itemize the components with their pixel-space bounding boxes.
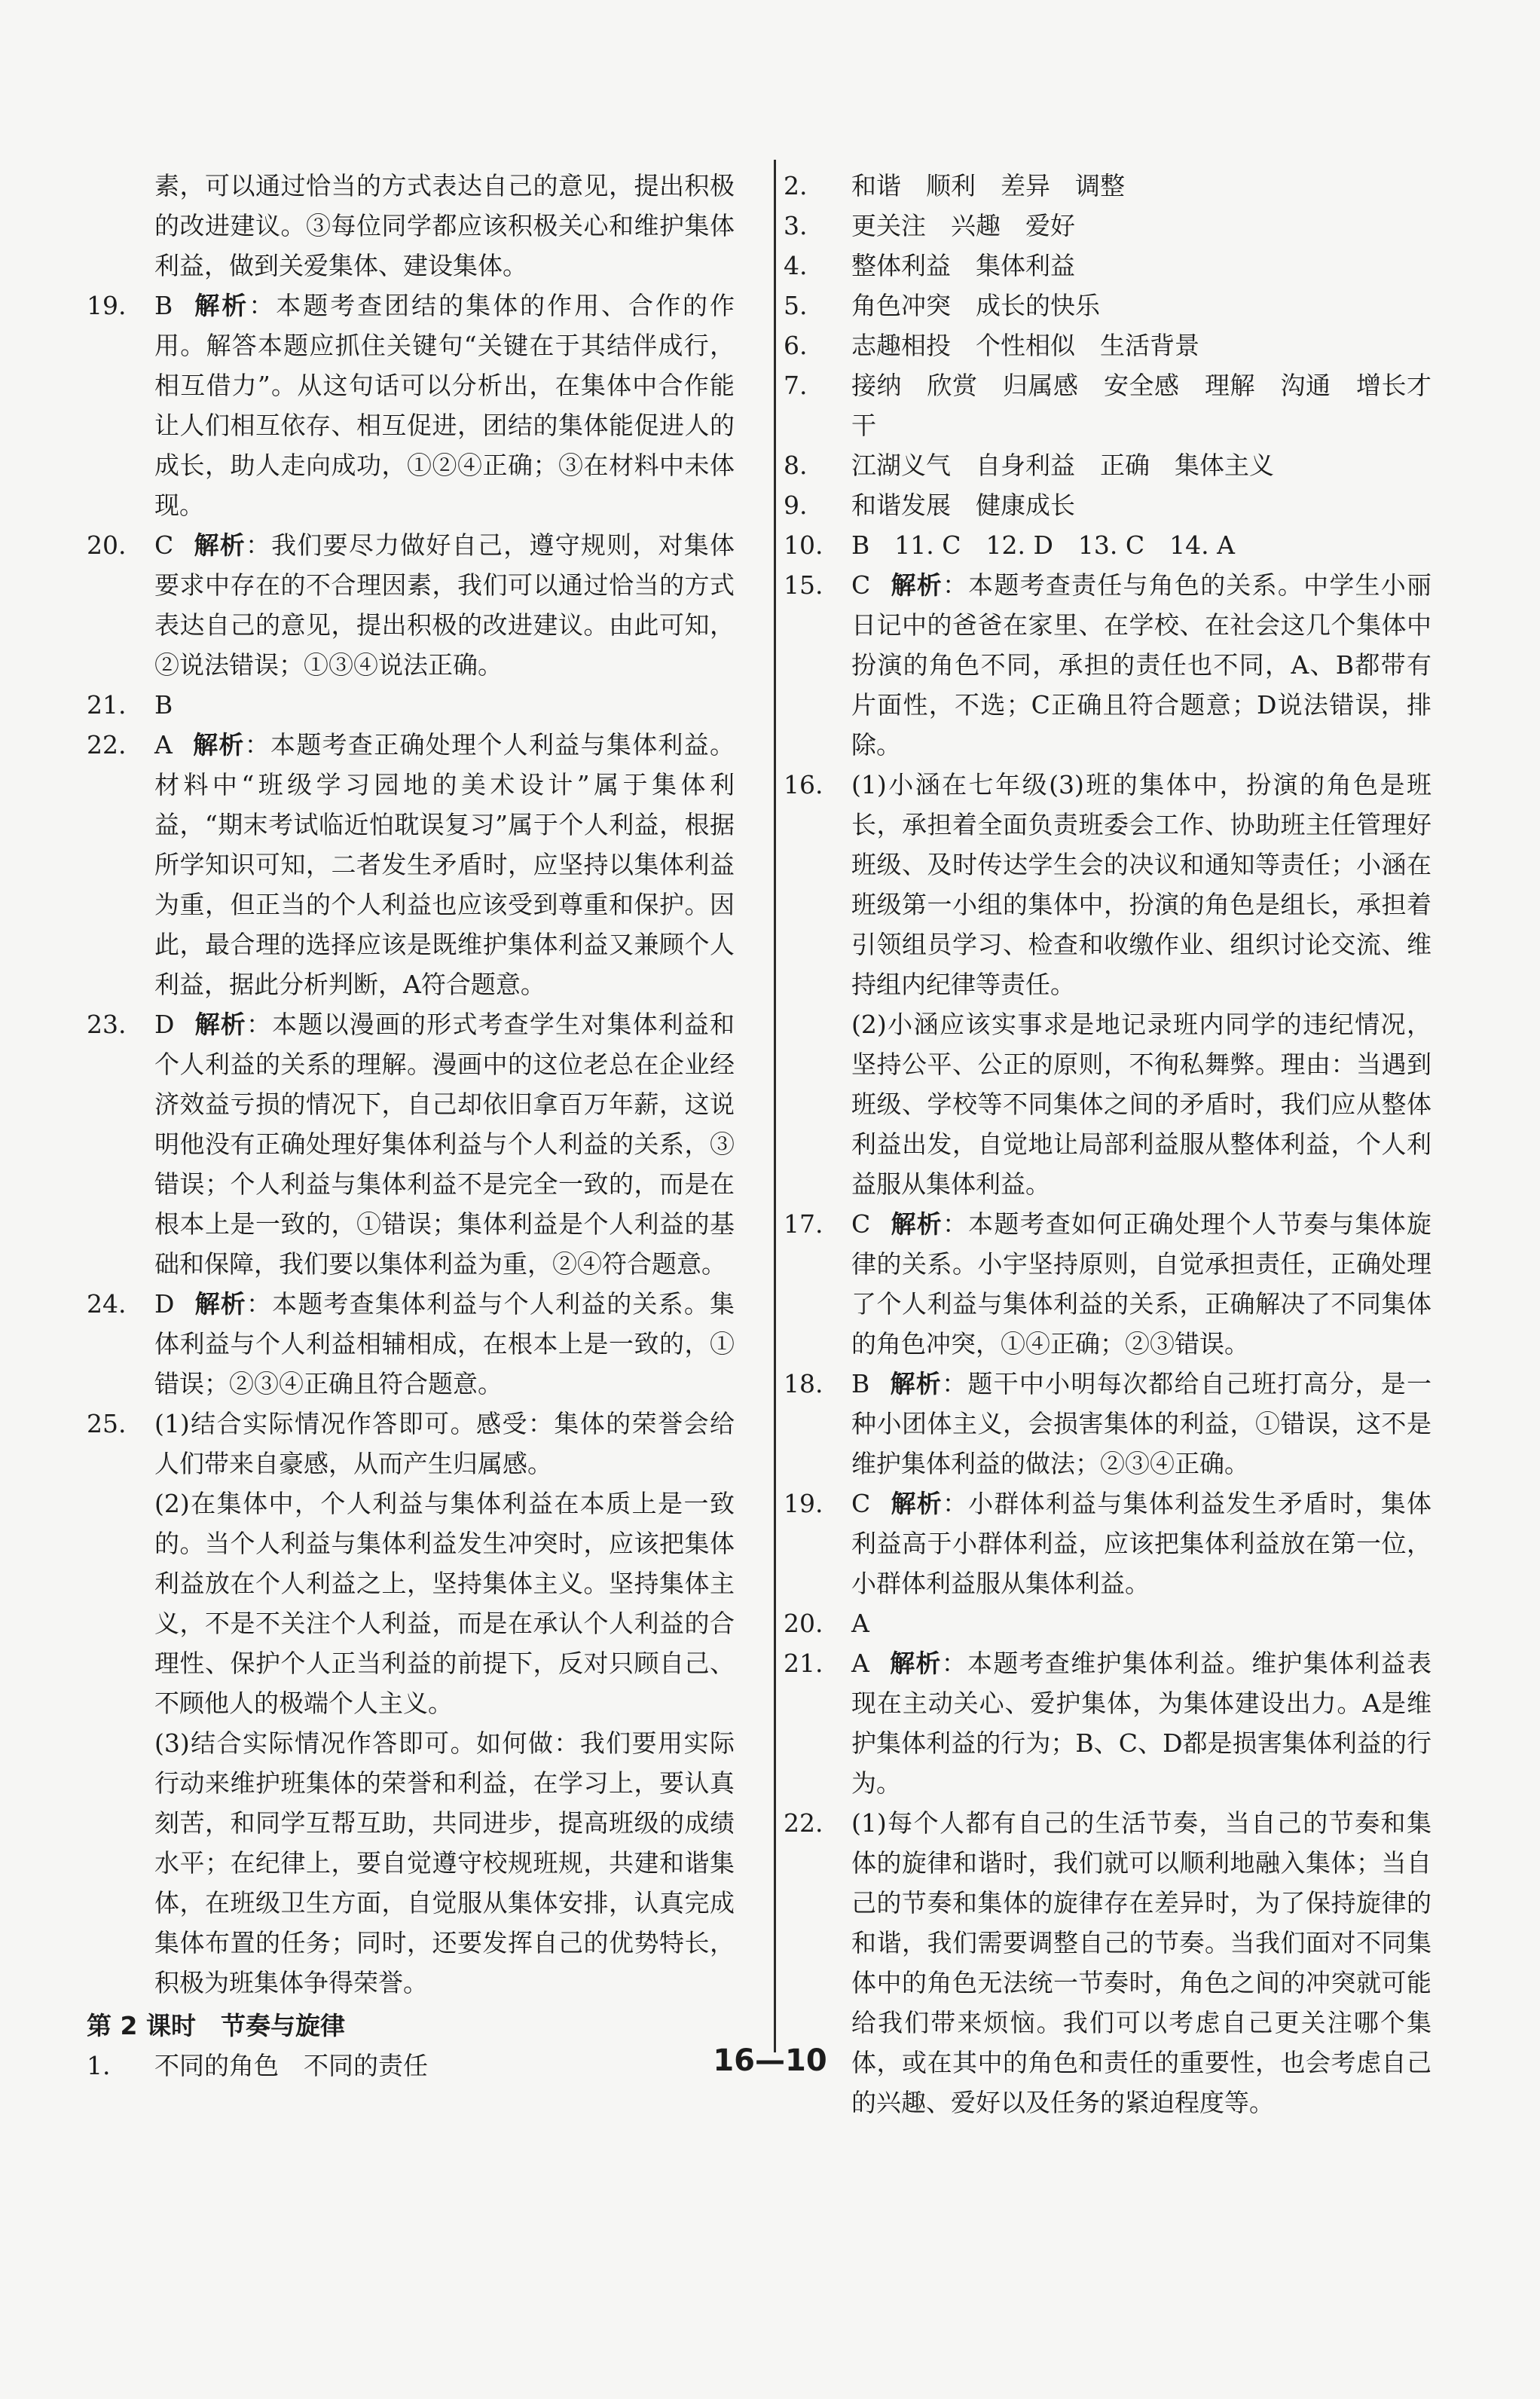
item-number: 17. bbox=[784, 1209, 823, 1239]
item-number: 20. bbox=[784, 1609, 823, 1638]
answer-item bbox=[87, 1004, 735, 1284]
analysis-text: 接纳 欣赏 归属感 安全感 理解 沟通 增长才干 bbox=[851, 371, 1432, 440]
analysis-text: ：本题考查责任与角色的关系。中学生小丽日记中的爸爸在家里、在学校、在社会这几个集体中扮演的角色不同，承担的责任也不同，A、B都带有片面性，不选；C正确且符合题意；D说法错误，排除。 bbox=[851, 570, 1432, 759]
answer-item bbox=[784, 1484, 1432, 1603]
item-body bbox=[851, 325, 1432, 365]
item-body bbox=[851, 1643, 1432, 1803]
item-body bbox=[851, 1364, 1432, 1484]
answer-item bbox=[87, 525, 735, 685]
analysis-text: ：题干中小明每次都给自己班打高分，是一种小团体主义，会损害集体的利益，①错误，这不是维护集体利益的做法；②③④正确。 bbox=[851, 1369, 1432, 1478]
item-number: 5. bbox=[784, 291, 808, 320]
answer-item bbox=[87, 1404, 735, 2003]
item-body bbox=[851, 1484, 1432, 1603]
item-body bbox=[851, 445, 1432, 485]
answer-item bbox=[784, 325, 1432, 365]
answer-item bbox=[784, 525, 1432, 565]
answer-letter: B bbox=[154, 291, 173, 320]
item-body bbox=[154, 1004, 735, 1284]
left-column bbox=[87, 166, 735, 2086]
right-answer-list bbox=[784, 565, 1432, 2122]
item-body bbox=[851, 565, 1432, 765]
item-number: 20. bbox=[87, 530, 127, 560]
analysis-text: 和谐 顺利 差异 调整 bbox=[851, 171, 1125, 200]
answer-item bbox=[784, 1603, 1432, 1643]
answer-item bbox=[784, 765, 1432, 1204]
item-body bbox=[851, 246, 1432, 286]
analysis-text: 角色冲突 成长的快乐 bbox=[851, 291, 1100, 320]
answer-item bbox=[784, 565, 1432, 765]
item-number: 1. bbox=[87, 2051, 111, 2080]
item-text: 不同的角色 不同的责任 bbox=[154, 2051, 428, 2080]
item-body bbox=[154, 725, 735, 1004]
item-body bbox=[851, 485, 1432, 525]
answer-letter: C bbox=[851, 1489, 871, 1518]
analysis-keyword: 解析 bbox=[191, 730, 245, 759]
item-body bbox=[851, 765, 1432, 1004]
item-number: 21. bbox=[87, 690, 127, 720]
answer-item bbox=[784, 1643, 1432, 1803]
analysis-keyword: 解析 bbox=[193, 530, 246, 560]
analysis-keyword: 解析 bbox=[194, 1010, 246, 1039]
answer-item bbox=[87, 286, 735, 525]
analysis-text: ：本题以漫画的形式考查学生对集体利益和个人利益的关系的理解。漫画中的这位老总在企业经济效益亏损的情况下，自己却依旧拿百万年薪，这说明他没有正确处理好集体利益与个人利益的关系，③错误；个人利益与集体利益不是完全一致的，而是在根本上是一致的，①错误；集体利益是个人利益的基础和保障，我们要以集体利益为重，②④符合题意。 bbox=[154, 1010, 735, 1279]
answer-letter: A bbox=[851, 1649, 869, 1678]
item-body bbox=[154, 525, 735, 685]
fill-in-answer-list bbox=[784, 166, 1432, 565]
analysis-keyword: 解析 bbox=[889, 1369, 943, 1398]
analysis-text: ：本题考查如何正确处理个人节奏与集体旋律的关系。小宇坚持原则，自觉承担责任，正确处理了个人利益与集体利益的关系，正确解决了不同集体的角色冲突，①④正确；②③错误。 bbox=[851, 1209, 1432, 1358]
answer-item bbox=[784, 206, 1432, 246]
analysis-text: 更关注 兴趣 爱好 bbox=[851, 211, 1075, 240]
item-number: 23. bbox=[87, 1010, 127, 1039]
analysis-keyword: 解析 bbox=[890, 570, 943, 600]
item-number: 22. bbox=[784, 1808, 823, 1838]
item-number: 19. bbox=[87, 291, 127, 320]
section-title: 第 2 课时 节奏与旋律 bbox=[87, 2011, 345, 2040]
item-number: 6. bbox=[784, 331, 808, 360]
analysis-text: ：小群体利益与集体利益发生矛盾时，集体利益高于小群体利益，应该把集体利益放在第一位，小群体利益服从集体利益。 bbox=[851, 1489, 1432, 1598]
analysis-keyword: 解析 bbox=[192, 291, 249, 320]
answer-letter: C bbox=[154, 530, 174, 560]
item-number: 18. bbox=[784, 1369, 823, 1398]
item-body bbox=[154, 1284, 735, 1404]
item-number: 25. bbox=[87, 1409, 127, 1438]
sub-answer: (3)结合实际情况作答即可。如何做：我们要用实际行动来维护班集体的荣誉和利益，在学习上，要认真刻苦，和同学互帮互助，共同进步，提高班级的成绩水平；在纪律上，要自觉遵守校规班规，共建和谐集体，在班级卫生方面，自觉服从集体安排，认真完成集体布置的任务；同时，还要发挥自己的优势特长，积极为班集体争得荣誉。 bbox=[154, 1728, 735, 1997]
answer-item bbox=[87, 725, 735, 1004]
item-number: 3. bbox=[784, 211, 808, 240]
analysis-text: ：我们要尽力做好自己，遵守规则，对集体要求中存在的不合理因素，我们可以通过恰当的方式表达自己的意见，提出积极的改进建议。由此可知，②说法错误；①③④说法正确。 bbox=[154, 530, 735, 680]
answer-letter: C bbox=[851, 1209, 871, 1239]
analysis-text: 整体利益 集体利益 bbox=[851, 251, 1075, 280]
item-number: 7. bbox=[784, 371, 808, 400]
answer-letter: D bbox=[154, 1010, 175, 1039]
item-number: 9. bbox=[784, 490, 808, 520]
answer-item bbox=[784, 1364, 1432, 1484]
item-body bbox=[851, 525, 1432, 565]
answer-item bbox=[784, 1204, 1432, 1364]
answer-item bbox=[784, 166, 1432, 206]
analysis-text: (1)小涵在七年级(3)班的集体中，扮演的角色是班长，承担着全面负责班委会工作、协助班主任管理好班级、及时传达学生会的决议和通知等责任；小涵在班级第一小组的集体中，扮演的角色是组长，承担着引领组员学习、检查和收缴作业、组织讨论交流、维持组内纪律等责任。 bbox=[851, 770, 1432, 999]
answer-item bbox=[784, 445, 1432, 485]
analysis-text: (1)每个人都有自己的生活节奏，当自己的节奏和集体的旋律和谐时，我们就可以顺利地融入集体；当自己的节奏和集体的旋律存在差异时，为了保持旋律的和谐，我们需要调整自己的节奏。当我们面对不同集体中的角色无法统一节奏时，角色之间的冲突就可能给我们带来烦恼。我们可以考虑自己更关注哪个集体，或在其中的角色和责任的重要性，也会考虑自己的兴趣、爱好以及任务的紧迫程度等。 bbox=[851, 1808, 1432, 2117]
item-body bbox=[851, 206, 1432, 246]
column-divider bbox=[774, 160, 776, 2052]
analysis-text: ：本题考查团结的集体的作用、合作的作用。解答本题应抓住关键句“关键在于其结伴成行，相互借力”。从这句话可以分析出，在集体中合作能让人们相互依存、相互促进，团结的集体能促进人的成长，助人走向成功，①②④正确；③在材料中未体现。 bbox=[154, 291, 735, 520]
continuation-paragraph: 素，可以通过恰当的方式表达自己的意见，提出积极的改进建议。③每位同学都应该积极关心和维护集体利益，做到关爱集体、建设集体。 bbox=[154, 171, 735, 280]
item-body bbox=[851, 365, 1432, 445]
item-number: 10. bbox=[784, 530, 823, 560]
analysis-text: ：本题考查集体利益与个人利益的关系。集体利益与个人利益相辅相成，在根本上是一致的，①错误；②③④正确且符合题意。 bbox=[154, 1289, 735, 1398]
analysis-keyword: 解析 bbox=[194, 1289, 246, 1319]
analysis-text: 志趣相投 个性相似 生活背景 bbox=[851, 331, 1199, 360]
item-number: 24. bbox=[87, 1289, 127, 1319]
item-number: 8. bbox=[784, 451, 808, 480]
right-column bbox=[784, 166, 1432, 2122]
item-number: 16. bbox=[784, 770, 823, 799]
item-number: 22. bbox=[87, 730, 127, 759]
analysis-keyword: 解析 bbox=[890, 1489, 943, 1518]
answer-letter: B bbox=[154, 690, 173, 720]
item-body bbox=[154, 685, 735, 725]
item-body bbox=[851, 1204, 1432, 1364]
item-number: 2. bbox=[784, 171, 808, 200]
answer-item bbox=[784, 485, 1432, 525]
item-number: 21. bbox=[784, 1649, 823, 1678]
answer-letter: A bbox=[154, 730, 173, 759]
item-body bbox=[154, 1404, 735, 1484]
page-number: 16—10 bbox=[713, 2043, 827, 2078]
item-body bbox=[851, 166, 1432, 206]
answer-item bbox=[784, 246, 1432, 286]
item-body bbox=[851, 1603, 1432, 1643]
analysis-text: B 11. C 12. D 13. C 14. A bbox=[851, 530, 1235, 560]
answer-letter: A bbox=[851, 1609, 869, 1638]
item-number: 15. bbox=[784, 570, 823, 600]
analysis-text: 和谐发展 健康成长 bbox=[851, 490, 1075, 520]
item-body bbox=[851, 286, 1432, 325]
analysis-keyword: 解析 bbox=[890, 1209, 943, 1239]
continuation-text bbox=[87, 166, 735, 286]
analysis-text: (1)结合实际情况作答即可。感受：集体的荣誉会给人们带来自豪感，从而产生归属感。 bbox=[154, 1409, 735, 1478]
item-body bbox=[154, 286, 735, 525]
analysis-text: ：本题考查正确处理个人利益与集体利益。材料中“班级学习园地的美术设计”属于集体利益，“期末考试临近怕耽误复习”属于个人利益，根据所学知识可知，二者发生矛盾时，应坚持以集体利益为重，但正当的个人利益也应该受到尊重和保护。因此，最合理的选择应该是既维护集体利益又兼顾个人利益，据此分析判断，A符合题意。 bbox=[154, 730, 735, 999]
sub-answer: (2)在集体中，个人利益与集体利益在本质上是一致的。当个人利益与集体利益发生冲突时，应该把集体利益放在个人利益之上，坚持集体主义。坚持集体主义，不是不关注个人利益，而是在承认个人利益的合理性、保护个人正当利益的前提下，反对只顾自己、不顾他人的极端个人主义。 bbox=[154, 1489, 735, 1718]
answer-item bbox=[784, 286, 1432, 325]
answer-item bbox=[87, 1284, 735, 1404]
answer-item bbox=[784, 365, 1432, 445]
analysis-keyword: 解析 bbox=[888, 1649, 942, 1678]
item-number: 4. bbox=[784, 251, 808, 280]
item-number: 19. bbox=[784, 1489, 823, 1518]
left-answer-list bbox=[87, 286, 735, 2003]
answer-letter: C bbox=[851, 570, 871, 600]
answer-letter: B bbox=[851, 1369, 870, 1398]
analysis-text: ：本题考查维护集体利益。维护集体利益表现在主动关心、爱护集体，为集体建设出力。A是维护集体利益的行为；B、C、D都是损害集体利益的行为。 bbox=[851, 1649, 1432, 1798]
analysis-text: 江湖义气 自身利益 正确 集体主义 bbox=[851, 451, 1274, 480]
sub-answer: (2)小涵应该实事求是地记录班内同学的违纪情况，坚持公平、公正的原则，不徇私舞弊。理由：当遇到班级、学校等不同集体之间的矛盾时，我们应从整体利益出发，自觉地让局部利益服从整体利益，个人利益服从集体利益。 bbox=[851, 1010, 1432, 1199]
answer-letter: D bbox=[154, 1289, 175, 1319]
answer-item bbox=[87, 685, 735, 725]
